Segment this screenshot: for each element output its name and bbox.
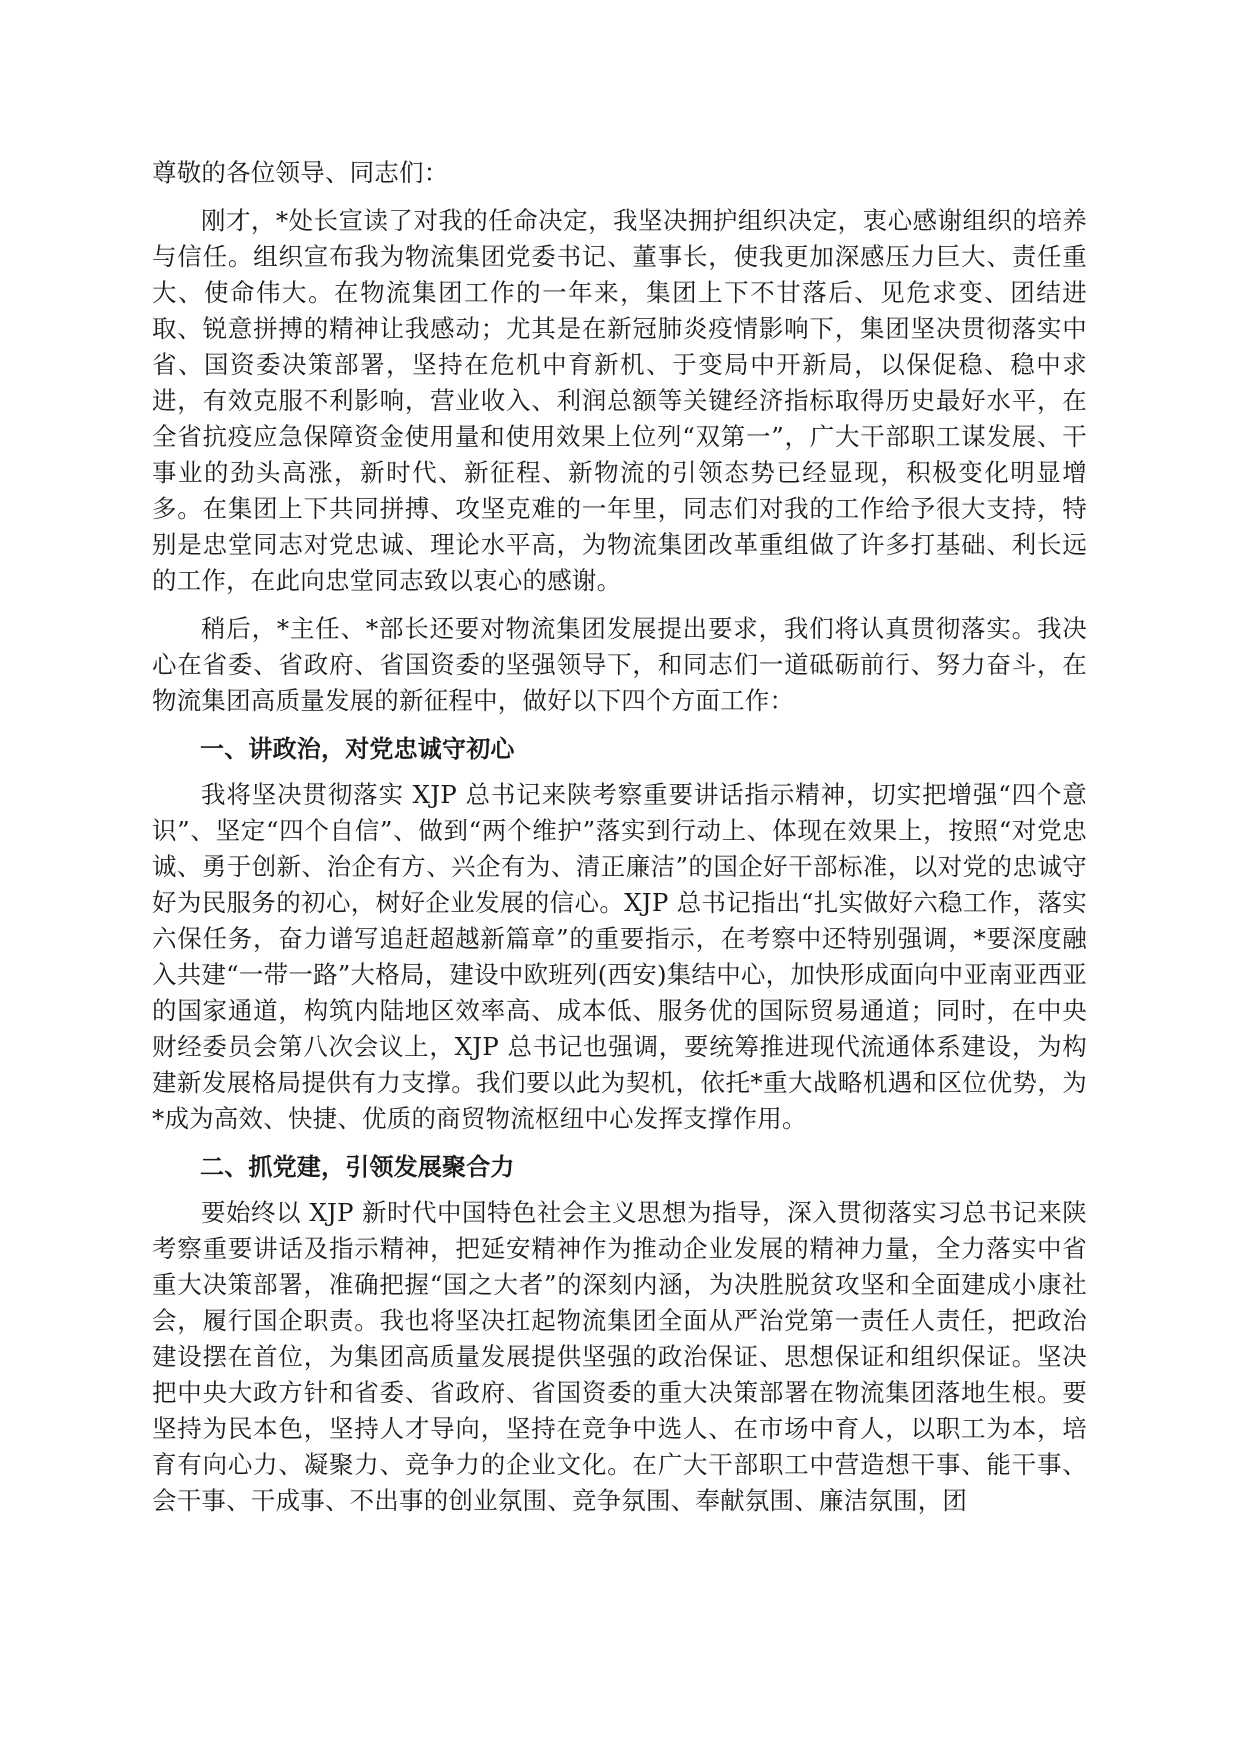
intro-paragraph: 稍后，*主任、*部长还要对物流集团发展提出要求，我们将认真贯彻落实。我决心在省委、省政府、省国资委的坚强领导下，和同志们一道砥砺前行、努力奋斗，在物流集团高质量发展的新征程中，做好以下四个方面工作：: [152, 614, 1087, 715]
section-heading-1: 一、讲政治，对党忠诚守初心: [200, 735, 515, 763]
section-2-paragraph: 要始终以 XJP 新时代中国特色社会主义思想为指导，深入贯彻落实习总书记来陕考察重要讲话及指示精神，把延安精神作为推动企业发展的精神力量，全力落实中省重大决策部署，准确把握“国之大者”的深刻内涵，为决胜脱贫攻坚和全面建成小康社会，履行国企职责。我也将坚决扛起物流集团全面从严治党第一责任人责任，把政治建设摆在首位，为集团高质量发展提供坚强的政治保证、思想保证和组织保证。坚决把中央大政方针和省委、省政府、省国资委的重大决策部署在物流集团落地生根。要坚持为民本色，坚持人才导向，坚持在竞争中选人、在市场中育人，以职工为本，培育有向心力、凝聚力、竞争力的企业文化。在广大干部职工中营造想干事、能干事、会干事、干成事、不出事的创业氛围、竞争氛围、奉献氛围、廉洁氛围，团: [152, 1198, 1087, 1515]
salutation: 尊敬的各位领导、同志们：: [152, 158, 449, 187]
document-page: [152, 155, 1087, 1531]
section-1-paragraph: 我将坚决贯彻落实 XJP 总书记来陕考察重要讲话指示精神，切实把增强“四个意识”、坚定“四个自信”、做到“两个维护”落实到行动上、体现在效果上，按照“对党忠诚、勇于创新、治企有方、兴企有为、清正廉洁”的国企好干部标准，以对党的忠诚守好为民服务的初心，树好企业发展的信心。XJP 总书记指出“扎实做好六稳工作，落实六保任务，奋力谱写追赶超越新篇章”的重要指示，在考察中还特别强调，*要深度融入共建“一带一路”大格局，建设中欧班列(西安)集结中心，加快形成面向中亚南亚西亚的国家通道，构筑内陆地区效率高、成本低、服务优的国际贸易通道；同时，在中央财经委员会第八次会议上，XJP 总书记也强调，要统筹推进现代流通体系建设，为构建新发展格局提供有力支撑。我们要以此为契机，依托*重大战略机遇和区位优势，为*成为高效、快捷、优质的商贸物流枢纽中心发挥支撑作用。: [152, 780, 1087, 1133]
opening-paragraph: 刚才，*处长宣读了对我的任命决定，我坚决拥护组织决定，衷心感谢组织的培养与信任。组织宣布我为物流集团党委书记、董事长，使我更加深感压力巨大、责任重大、使命伟大。在物流集团工作的一年来，集团上下不甘落后、见危求变、团结进取、锐意拼搏的精神让我感动；尤其是在新冠肺炎疫情影响下，集团坚决贯彻落实中省、国资委决策部署，坚持在危机中育新机、于变局中开新局，以保促稳、稳中求进，有效克服不利影响，营业收入、利润总额等关键经济指标取得历史最好水平，在全省抗疫应急保障资金使用量和使用效果上位列“双第一”，广大干部职工谋发展、干事业的劲头高涨，新时代、新征程、新物流的引领态势已经显现，积极变化明显增多。在集团上下共同拼搏、攻坚克难的一年里，同志们对我的工作给予很大支持，特别是忠堂同志对党忠诚、理论水平高，为物流集团改革重组做了许多打基础、利长远的工作，在此向忠堂同志致以衷心的感谢。: [152, 206, 1087, 595]
section-heading-2: 二、抓党建，引领发展聚合力: [200, 1153, 515, 1181]
